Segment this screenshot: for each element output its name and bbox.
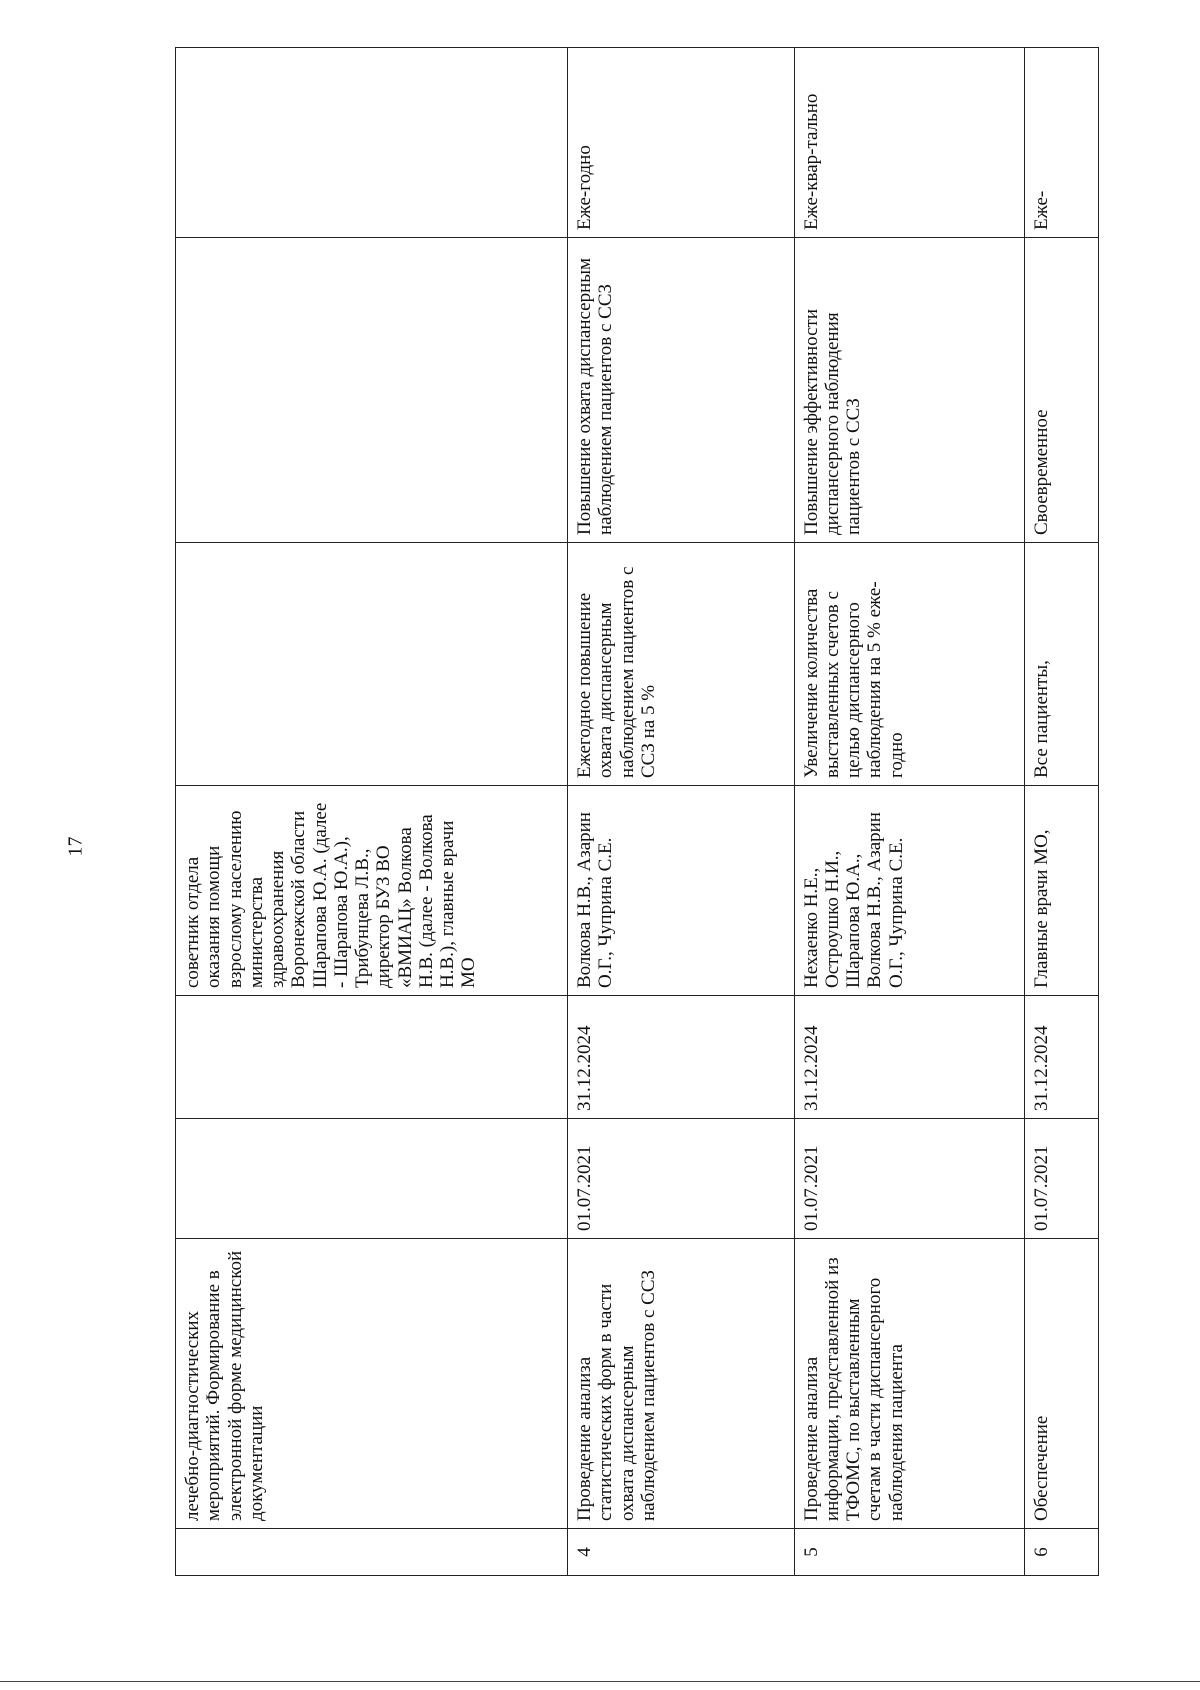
measures-table (175, 47, 1099, 1576)
cell-result: Повышение эффективности диспансерного наблюдения пациентов с ССЗ (794, 238, 1024, 543)
cell-frequency: Еже-годно (568, 48, 794, 238)
rotated-page (175, 48, 1099, 1576)
table-row (1024, 48, 1098, 1576)
cell-indicator: Все пациенты, (1024, 543, 1098, 786)
cell-num: 5 (794, 1529, 1024, 1576)
cell-result: Повышение охвата диспансерным наблюдением пациентов с ССЗ (568, 238, 794, 543)
table-row (176, 48, 568, 1576)
cell-num (176, 1529, 568, 1576)
cell-action: Проведение анализа информации, представленной из ТФОМС, по выставленным счетам в части диспансерного наблюдения пациента (794, 1239, 1024, 1529)
cell-responsible: Волкова Н.В., Азарин О.Г., Чуприна С.Е. (568, 786, 794, 996)
cell-frequency: Еже-квар-тально (794, 48, 1024, 238)
cell-start: 01.07.2021 (1024, 1119, 1098, 1239)
page-bottom-rule (0, 1681, 1200, 1682)
cell-frequency: Еже- (1024, 48, 1098, 238)
cell-responsible: Главные врачи МО, (1024, 786, 1098, 996)
cell-indicator (176, 543, 568, 786)
table-row (794, 48, 1024, 1576)
cell-start: 01.07.2021 (794, 1119, 1024, 1239)
table-body (176, 48, 1099, 1576)
cell-start: 01.07.2021 (568, 1119, 794, 1239)
page-number: 17 (64, 836, 87, 857)
table-row (568, 48, 794, 1576)
cell-start (176, 1119, 568, 1239)
cell-end (176, 996, 568, 1119)
cell-end: 31.12.2024 (794, 996, 1024, 1119)
cell-end: 31.12.2024 (1024, 996, 1098, 1119)
cell-action: Проведение анализа статистических форм в части охвата диспансерным наблюдением пациентов с ССЗ (568, 1239, 794, 1529)
cell-result (176, 238, 568, 543)
cell-indicator: Ежегодное повышение охвата диспансерным наблюдением пациентов с ССЗ на 5 % (568, 543, 794, 786)
cell-end: 31.12.2024 (568, 996, 794, 1119)
cell-num: 6 (1024, 1529, 1098, 1576)
cell-num: 4 (568, 1529, 794, 1576)
cell-responsible: советник отдела оказания помощи взрослому населению министерства здравоохранения Воронежской области Шарапова Ю.А. (далее - Шарапова Ю.А.), Трибунцева Л.В., директор БУЗ ВО «ВМИАЦ» Волкова Н.В. (далее - Волкова Н.В.), главные врачи МО (176, 786, 568, 996)
cell-action: лечебно-диагностических мероприятий. Формирование в электронной форме медицинской документации (176, 1239, 568, 1529)
cell-result: Своевременное (1024, 238, 1098, 543)
cell-frequency (176, 48, 568, 238)
cell-responsible: Нехаенко Н.Е., Остроушко Н.И., Шарапова Ю.А., Волкова Н.В., Азарин О.Г., Чуприна С.Е. (794, 786, 1024, 996)
cell-action: Обеспечение (1024, 1239, 1098, 1529)
cell-indicator: Увеличение количества выставленных счетов с целью диспансерного наблюдения на 5 % еже-годно (794, 543, 1024, 786)
